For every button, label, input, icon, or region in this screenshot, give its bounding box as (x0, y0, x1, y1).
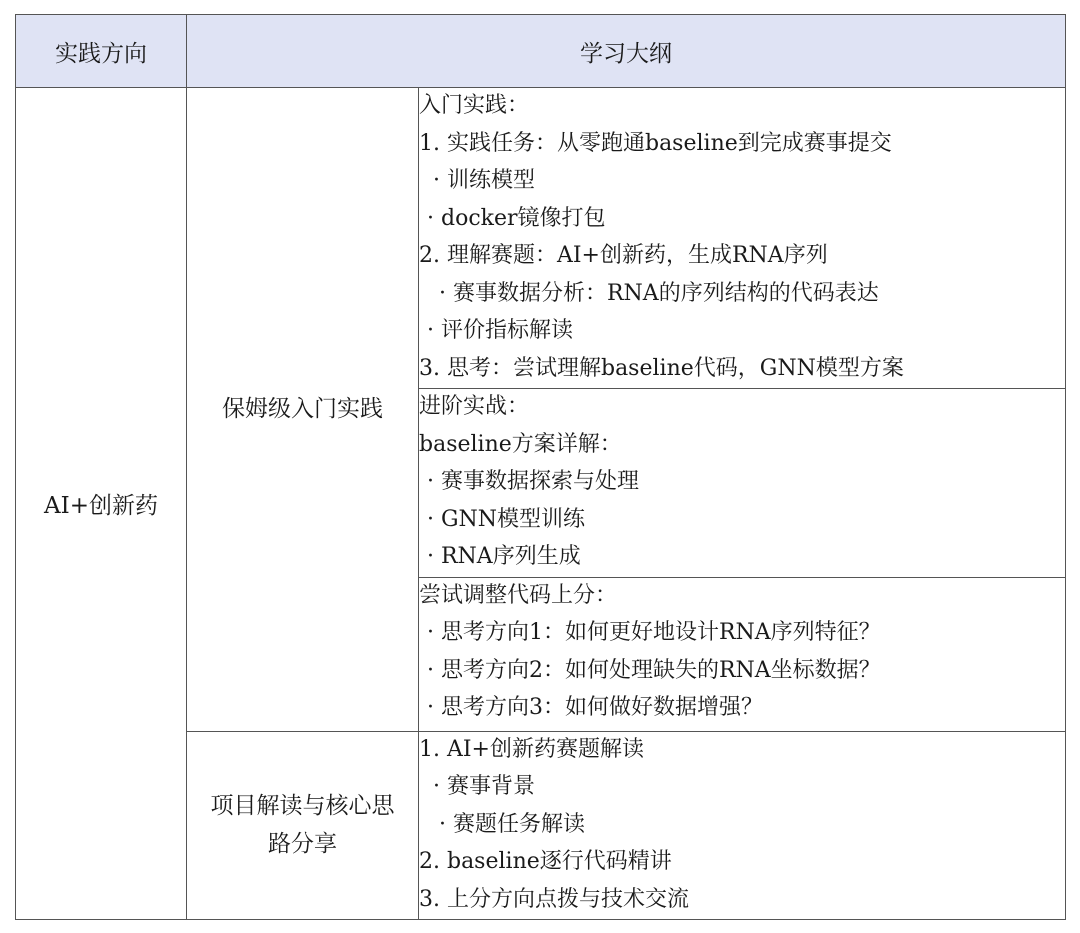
list-subitem: · 赛事背景 (433, 774, 535, 799)
list-item: 3. 上分方向点拨与技术交流 (419, 886, 689, 912)
list-subitem: · 赛题任务解读 (439, 811, 585, 837)
content-block-intro (419, 88, 1066, 389)
list-subitem: · 思考方向3：如何做好数据增强？ (427, 695, 763, 720)
content-block-interpretation (419, 731, 1066, 920)
header-syllabus: 学习大纲 (187, 15, 1066, 88)
content-block-tuning (419, 577, 1066, 731)
list-item: 2. baseline逐行代码精讲 (419, 849, 672, 874)
block-heading: 入门实践： (419, 93, 530, 118)
list-subitem: · 赛事数据探索与处理 (427, 469, 639, 494)
header-row (16, 15, 1066, 88)
syllabus-table (15, 14, 1066, 920)
module-title-line: 项目解读与核心思 (210, 793, 395, 820)
list-item: 2. 理解赛题：AI+创新药，生成RNA序列 (419, 243, 828, 268)
direction-cell: AI+创新药 (16, 88, 187, 920)
list-subitem: · 训练模型 (433, 168, 535, 193)
module-cell-interpretation (187, 731, 419, 920)
block-heading: 尝试调整代码上分： (419, 582, 618, 608)
list-item: 1. 实践任务：从零跑通baseline到完成赛事提交 (419, 130, 892, 156)
list-subitem: · RNA序列生成 (427, 544, 581, 569)
list-subitem: · 思考方向2：如何处理缺失的RNA坐标数据？ (427, 657, 881, 683)
module-cell-beginner: 保姆级入门实践 (187, 88, 419, 732)
list-subitem: · 评价指标解读 (427, 318, 573, 343)
list-subitem: · GNN模型训练 (427, 506, 586, 532)
list-subitem: · 赛事数据分析：RNA的序列结构的代码表达 (439, 280, 879, 306)
list-item: baseline方案详解： (419, 431, 622, 457)
table-row (16, 88, 1066, 389)
list-subitem: · docker镜像打包 (427, 205, 606, 231)
list-item: 3. 思考：尝试理解baseline代码，GNN模型方案 (419, 355, 904, 381)
list-subitem: · 思考方向1：如何更好地设计RNA序列特征？ (427, 620, 881, 645)
module-title-line: 路分享 (268, 831, 337, 858)
content-block-advanced (419, 389, 1066, 578)
block-heading: 进阶实战： (419, 394, 530, 419)
header-practice-direction: 实践方向 (16, 15, 187, 88)
list-item: 1. AI+创新药赛题解读 (419, 736, 644, 762)
